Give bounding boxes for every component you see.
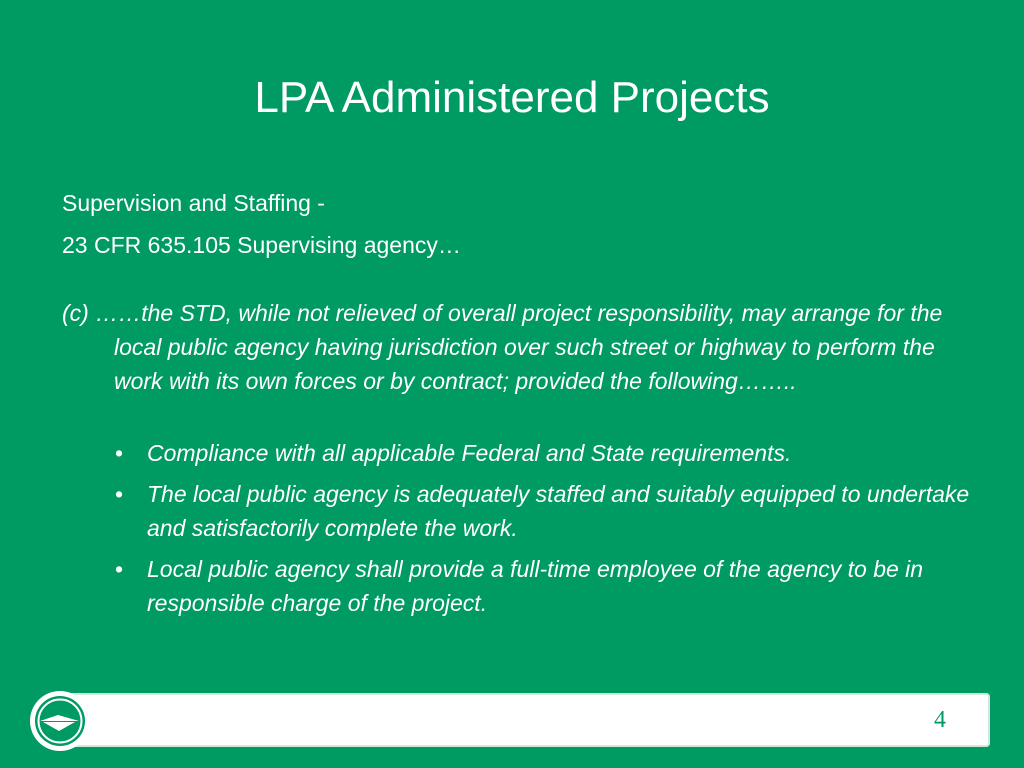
list-item <box>115 552 975 620</box>
footer-bar <box>62 693 990 747</box>
bullet-icon: • <box>115 440 124 466</box>
ohio-dot-logo-icon <box>29 690 91 752</box>
bullet-icon: • <box>115 481 124 507</box>
bullet-icon: • <box>115 556 124 582</box>
requirements-list <box>115 436 975 627</box>
page-number: 4 <box>934 707 946 733</box>
section-heading: Supervision and Staffing - <box>62 190 325 216</box>
regulation-clause-text: (c) ……the STD, while not relieved of overall project responsibility, may arrange for the local public agency having jurisdiction over such street or highway to perform the work with its own forces or by contract; provided the following…….. <box>62 300 943 394</box>
slide-title: LPA Administered Projects <box>254 73 770 122</box>
list-item <box>115 477 975 545</box>
bullet-text: Compliance with all applicable Federal and State requirements. <box>147 440 792 466</box>
bullet-text: The local public agency is adequately staffed and suitably equipped to undertake and satisfactorily complete the work. <box>147 481 970 541</box>
bullet-text: Local public agency shall provide a full-time employee of the agency to be in responsible charge of the project. <box>147 556 924 616</box>
regulation-reference: 23 CFR 635.105 Supervising agency… <box>62 232 461 258</box>
list-item <box>115 436 975 470</box>
